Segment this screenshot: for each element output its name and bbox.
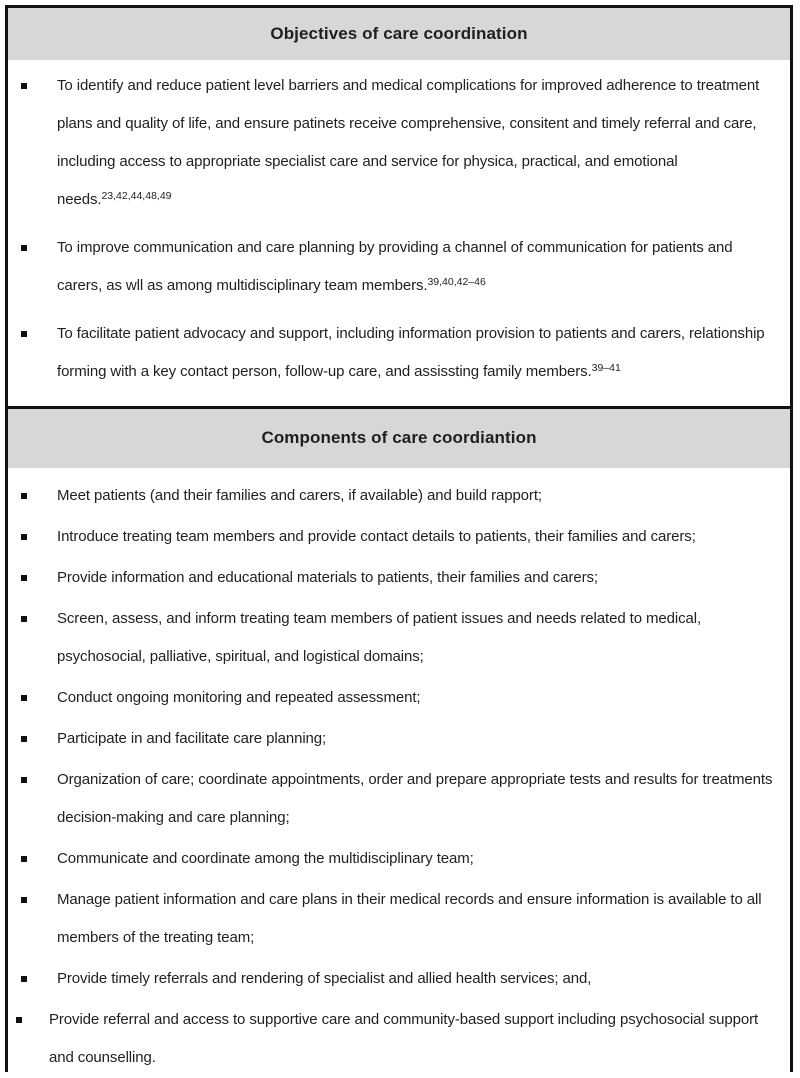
reference-superscript: 23,42,44,48,49 [101, 190, 172, 202]
bullet-square-icon [21, 83, 27, 89]
item-text: Conduct ongoing monitoring and repeated assessment; [57, 689, 421, 706]
list-item [8, 477, 790, 515]
list-item [8, 761, 790, 837]
item-text: Screen, assess, and inform treating team members of patient issues and needs related to medical, psychosocial, palliative, spiritual, and logistical domains; [57, 610, 702, 665]
list-item [8, 881, 790, 957]
item-text: Participate in and facilitate care planning; [57, 730, 327, 747]
item-text [57, 67, 774, 219]
bullet-square-icon [21, 897, 27, 903]
item-text [57, 315, 774, 391]
section-body-objectives [8, 60, 790, 406]
item-text: Communicate and coordinate among the multidisciplinary team; [57, 850, 474, 867]
bullet-square-icon [21, 616, 27, 622]
objectives-bullet-list [8, 67, 790, 391]
bullet-square-icon [21, 493, 27, 499]
bullet-square-icon [21, 575, 27, 581]
reference-superscript: 39,40,42–46 [427, 276, 486, 288]
item-text: Meet patients (and their families and carers, if available) and build rapport; [57, 487, 542, 504]
care-coordination-table [5, 5, 793, 1072]
bullet-square-icon [21, 856, 27, 862]
list-item [8, 518, 790, 556]
list-item [8, 960, 790, 998]
item-text: Provide referral and access to supportive care and community-based support including psychosocial support and counselling. [49, 1011, 759, 1066]
item-text: Provide information and educational materials to patients, their families and carers; [57, 569, 598, 586]
list-item [8, 559, 790, 597]
list-item [8, 1001, 790, 1077]
section-header-objectives [8, 8, 790, 60]
item-text-body: To facilitate patient advocacy and support, including information provision to patients and carers, relationship forming with a key contact person, follow-up care, and assissting family members. [57, 325, 765, 380]
section-body-components [8, 468, 790, 1078]
bullet-square-icon [21, 245, 27, 251]
item-text: Organization of care; coordinate appointments, order and prepare appropriate tests and results for treatments decision-making and care planning; [57, 771, 773, 826]
bullet-square-icon [16, 1017, 22, 1023]
bullet-square-icon [21, 331, 27, 337]
list-item [8, 720, 790, 758]
bullet-square-icon [21, 777, 27, 783]
section-title-components: Components of care coordiantion [261, 428, 537, 447]
bullet-square-icon [21, 736, 27, 742]
list-item [8, 840, 790, 878]
item-text-body: To improve communication and care planning by providing a channel of communication for patients and carers, as wll as among multidisciplinary team members. [57, 239, 733, 294]
bullet-square-icon [21, 695, 27, 701]
item-text: Introduce treating team members and provide contact details to patients, their families and carers; [57, 528, 696, 545]
list-item [8, 67, 790, 219]
item-text: Manage patient information and care plans in their medical records and ensure information is available to all members of the treating team; [57, 891, 762, 946]
list-item [8, 315, 790, 391]
components-bullet-list [8, 477, 790, 1077]
list-item [8, 679, 790, 717]
item-text-body: To identify and reduce patient level barriers and medical complications for improved adherence to treatment plans and quality of life, and ensure patinets receive comprehensive, consitent and timely referral and care, including access to appropriate specialist care and service for physica, practical, and emotional needs. [57, 77, 760, 208]
section-title-objectives: Objectives of care coordination [270, 24, 528, 43]
list-item [8, 229, 790, 305]
item-text: Provide timely referrals and rendering of specialist and allied health services; and, [57, 970, 592, 987]
list-item [8, 600, 790, 676]
section-header-components [8, 406, 790, 468]
bullet-square-icon [21, 976, 27, 982]
bullet-square-icon [21, 534, 27, 540]
item-text [57, 229, 774, 305]
reference-superscript: 39–41 [591, 362, 621, 374]
